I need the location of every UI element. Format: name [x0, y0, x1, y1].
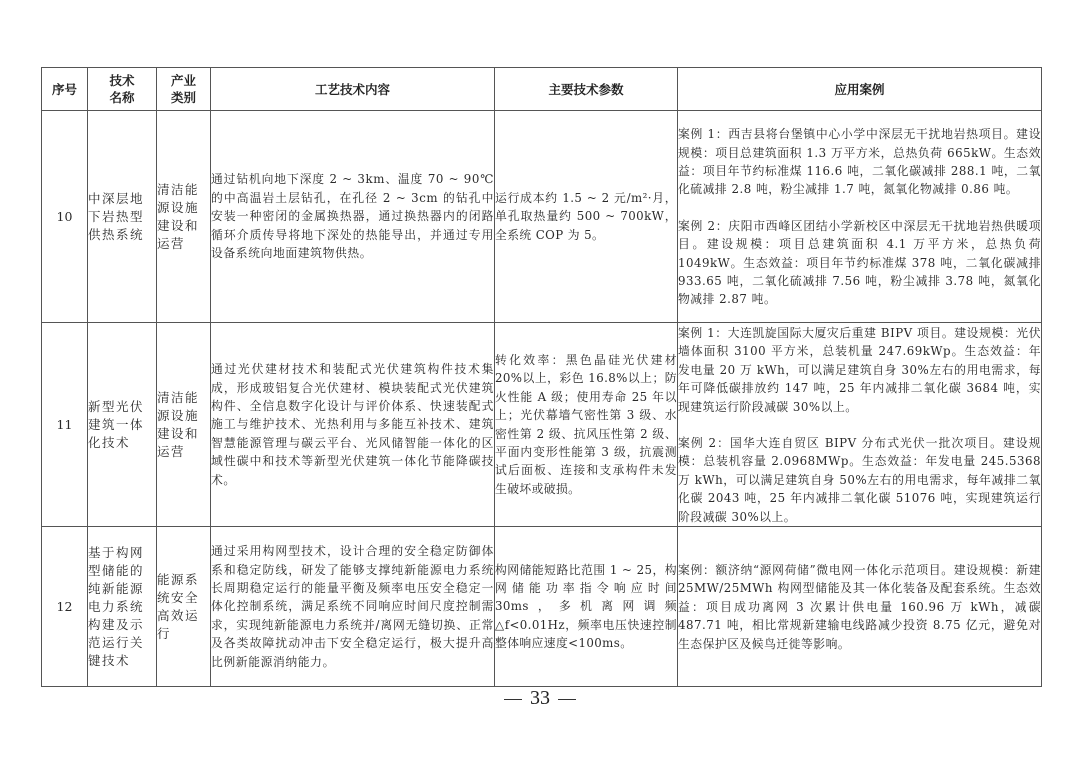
header-category: [157, 68, 211, 111]
tech-params: 运行成本约 1.5 ~ 2 元/m²·月，单孔取热量约 500 ~ 700kW，全系统 COP 为 5。: [495, 111, 678, 323]
case-item: 案例：额济纳“源网荷储”微电网一体化示范项目。建设规模：新建 25MW/25MWh 构网型储能及其一体化装备及配套系统。生态效益：项目成功离网 3 次累计供电量 160.96 万 kWh，减碳 487.71 吨，相比常规新建输电线路减少投资 8.75 亿元，避免对生态保护区及候鸟迁徙等影响。: [678, 563, 1041, 651]
tech-name: 基于构网型储能的纯新能源电力系统构建及示范运行关键技术: [88, 527, 157, 687]
process-content: 通过采用构网型技术，设计合理的安全稳定防御体系和稳定防线，研发了能够支撑纯新能源电力系统长周期稳定运行的能量平衡及频率电压安全稳定一体化控制系统，满足系统不同响应时间尺度控制需求，实现纯新能源电力系统并/离网无缝切换、正常及各类故障扰动冲击下安全稳定运行，极大提升高比例新能源消纳能力。: [211, 527, 495, 687]
header-no: 序号: [42, 68, 88, 111]
application-cases: [678, 527, 1042, 687]
industry-category: 清洁能源设施建设和运营: [157, 111, 211, 323]
industry-category: 能源系统安全高效运行: [157, 527, 211, 687]
application-cases: [678, 111, 1042, 323]
table-row: [42, 323, 1042, 527]
page-footer: [0, 687, 1080, 710]
table-row: [42, 111, 1042, 323]
row-no: 11: [42, 323, 88, 527]
row-no: 12: [42, 527, 88, 687]
header-category-line1: 产业: [170, 73, 196, 88]
header-name: [88, 68, 157, 111]
header-name-line1: 技术: [109, 73, 135, 88]
header-cases: 应用案例: [678, 68, 1042, 111]
dash-right: [558, 699, 576, 700]
tech-name: 新型光伏建筑一体化技术: [88, 323, 157, 527]
header-name-line2: 名称: [109, 90, 135, 105]
technology-table: [41, 67, 1042, 687]
dash-left: [504, 699, 522, 700]
table-header-row: [42, 68, 1042, 111]
tech-params: 转化效率：黑色晶硅光伏建材 20%以上，彩色 16.8%以上；防火性能 A 级；使用寿命 25 年以上；光伏幕墙气密性第 3 级、水密性第 2 级、抗风压性第 2 级、平面内变形性能第 3 级，抗震测试后面板、连接和支承构件未发生破坏或破损。: [495, 323, 678, 527]
case-item: 案例 2：国华大连自贸区 BIPV 分布式光伏一批次项目。建设规模：总装机容量 2.0968MWp。生态效益：年发电量 245.5368 万 kWh，可以满足建筑自身 50%左右的用电需求，每年减排二氧化碳 2043 吨，25 年内减排二氧化碳 51076 吨，实现建筑运行阶段减碳 30%以上。: [678, 436, 1041, 524]
process-content: 通过光伏建材技术和装配式光伏建筑构件技术集成，形成玻铝复合光伏建材、模块装配式光伏建筑构件、全信息数字化设计与评价体系、快速装配式施工与维护技术、光热利用与多能互补技术、建筑智慧能源管理与碳云平台、光风储智能一体化的区域性碳中和技术等新型光伏建筑一体化节能降碳技术。: [211, 323, 495, 527]
row-no: 10: [42, 111, 88, 323]
tech-params: 构网储能短路比范围 1 ~ 25，构网储能功率指令响应时间 30ms，多机离网调频 △f<0.01Hz，频率电压快速控制整体响应速度<100ms。: [495, 527, 678, 687]
process-content: 通过钻机向地下深度 2 ~ 3km、温度 70 ~ 90℃的中高温岩土层钻孔，在孔径 2 ~ 3cm 的钻孔中安装一种密闭的金属换热器，通过换热器内的闭路循环介质传导将地下深处的热能导出，并通过专用设备系统向地面建筑物供热。: [211, 111, 495, 323]
header-process: 工艺技术内容: [211, 68, 495, 111]
case-item: 案例 2：庆阳市西峰区团结小学新校区中深层无干扰地岩热供暖项目。建设规模：项目总建筑面积 4.1 万平方米，总热负荷 1049kW。生态效益：项目年节约标准煤 378 吨，二氧化碳减排 933.65 吨，二氧化硫减排 7.56 吨，粉尘减排 3.78 吨，氮氧化物减排 2.87 吨。: [678, 218, 1041, 307]
application-cases: [678, 323, 1042, 527]
header-category-line2: 类别: [170, 90, 196, 105]
table-row: [42, 527, 1042, 687]
case-item: 案例 1：西吉县将台堡镇中心小学中深层无干扰地岩热项目。建设规模：项目总建筑面积 1.3 万平方米，总热负荷 665kW。生态效益：项目年节约标准煤 116.6 吨，二氧化碳减排 288.1 吨，二氧化硫减排 2.8 吨，粉尘减排 1.7 吨，氮氧化物减排 0.86 吨。: [678, 127, 1041, 197]
case-item: 案例 1：大连凯旋国际大厦灾后重建 BIPV 项目。建设规模：光伏墙体面积 3100 平方米，总装机量 247.69kWp。生态效益：年发电量 20 万 kWh，可以满足建筑自身 30%左右的用电需求，每年可降低碳排放约 147 吨，25 年内减排二氧化碳 3684 吨，实现建筑运行阶段减碳 30%以上。: [678, 326, 1041, 414]
tech-name: 中深层地下岩热型供热系统: [88, 111, 157, 323]
header-params: 主要技术参数: [495, 68, 678, 111]
page-number: 33: [530, 687, 550, 709]
industry-category: 清洁能源设施建设和运营: [157, 323, 211, 527]
